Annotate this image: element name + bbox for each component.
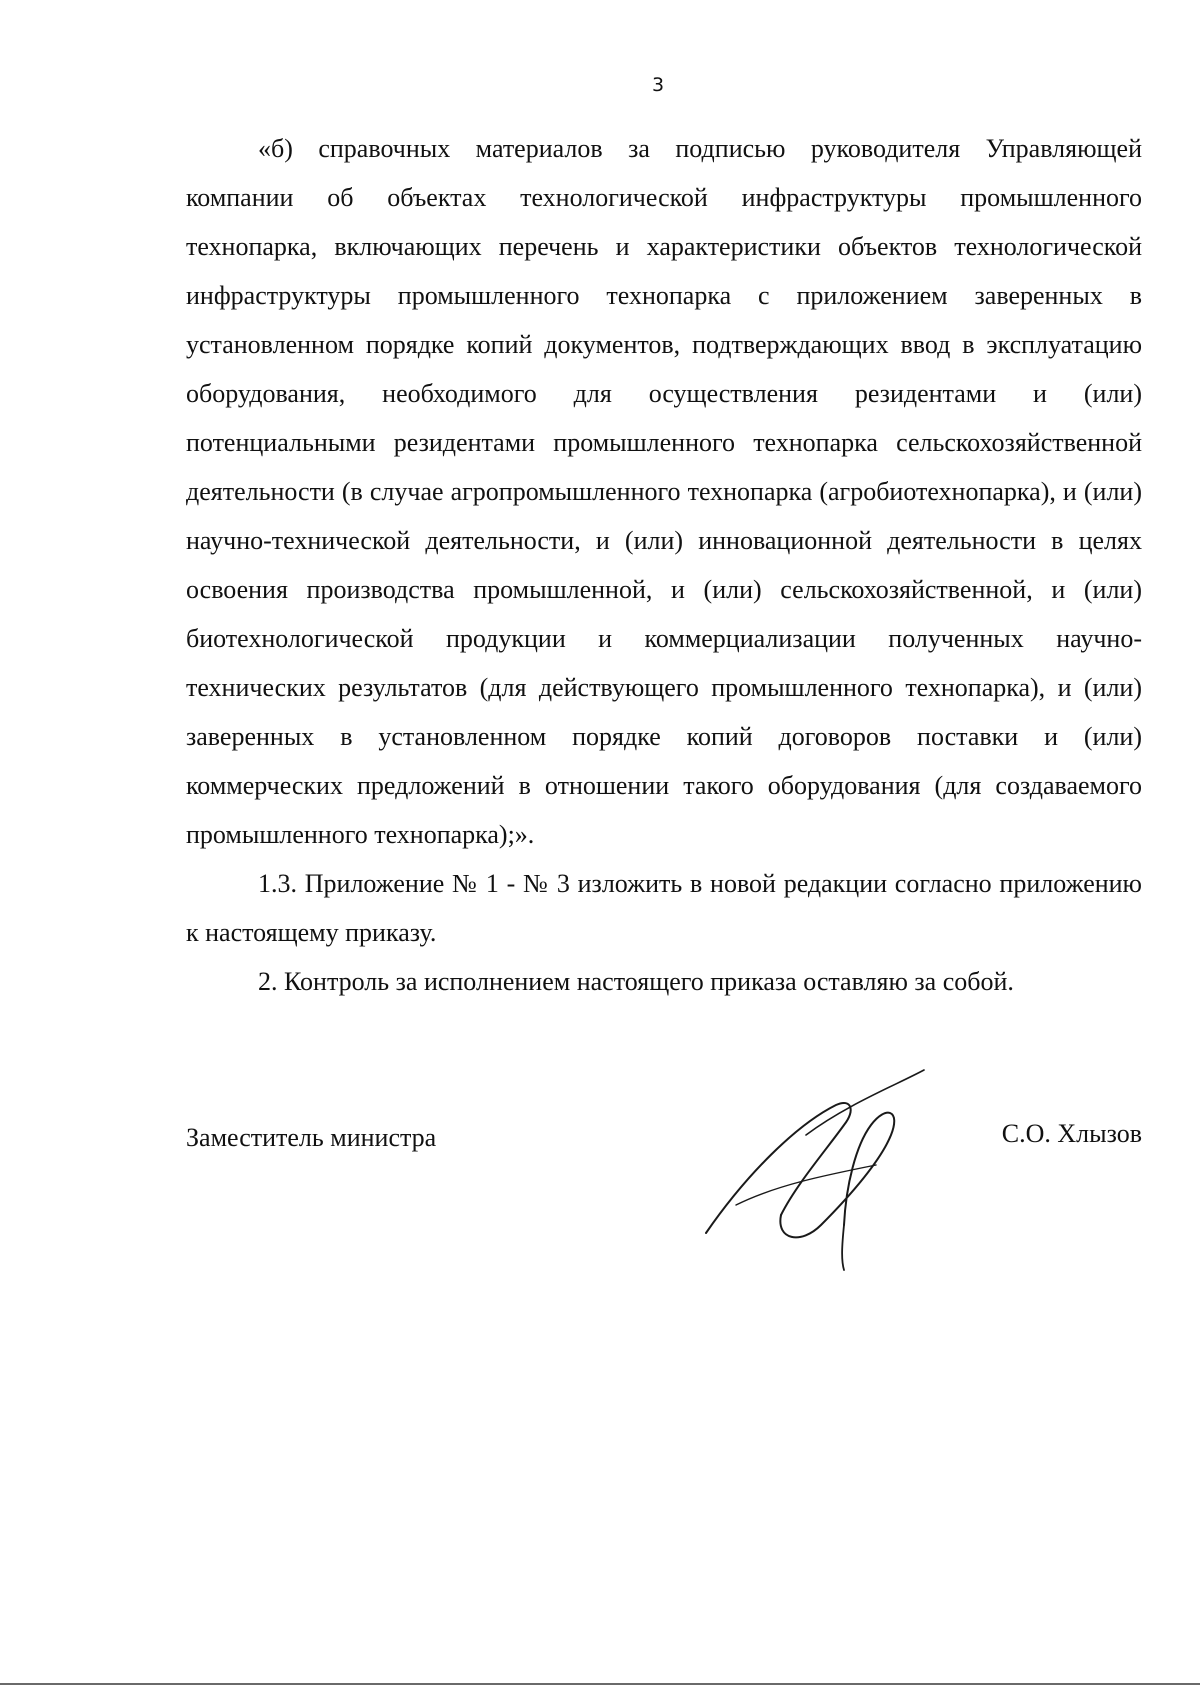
signer-title: Заместитель министра bbox=[186, 1123, 437, 1152]
paragraph-item-2: 2. Контроль за исполнением настоящего приказа оставляю за собой. bbox=[258, 967, 1014, 996]
page-number: 3 bbox=[651, 74, 665, 96]
document-body bbox=[186, 124, 1142, 1006]
signature-block bbox=[186, 1095, 1142, 1255]
scan-edge-line bbox=[0, 1683, 1200, 1685]
handwritten-signature bbox=[676, 1065, 976, 1275]
paragraph-subitem-b: «б) справочных материалов за подписью руководителя Управляющей компании об объектах технологической инфраструктуры промышленного технопарка, включающих перечень и характеристики объектов технологической инфраструктуры промышленного технопарка с приложением заверенных в установленном порядке копий документов, подтверждающих ввод в эксплуатацию оборудования, необходимого для осуществления резидентами и (или) потенциальными резидентами промышленного технопарка сельскохозяйственной деятельности (в случае агропромышленного технопарка (агробиотехнопарка), и (или) научно-технической деятельности, и (или) инновационной деятельности в целях освоения производства промышленной, и (или) сельскохозяйственной, и (или) биотехнологической продукции и коммерциализации полученных научно-технических результатов (для действующего промышленного технопарка), и (или) заверенных в установленном порядке копий договоров поставки и (или) коммерческих предложений в отношении такого оборудования (для создаваемого промышленного технопарка);». bbox=[186, 134, 1142, 849]
paragraph-item-1-3: 1.3. Приложение № 1 - № 3 изложить в новой редакции согласно приложению к настоящему приказу. bbox=[186, 869, 1142, 947]
signer-name: С.О. Хлызов bbox=[1001, 1119, 1142, 1148]
